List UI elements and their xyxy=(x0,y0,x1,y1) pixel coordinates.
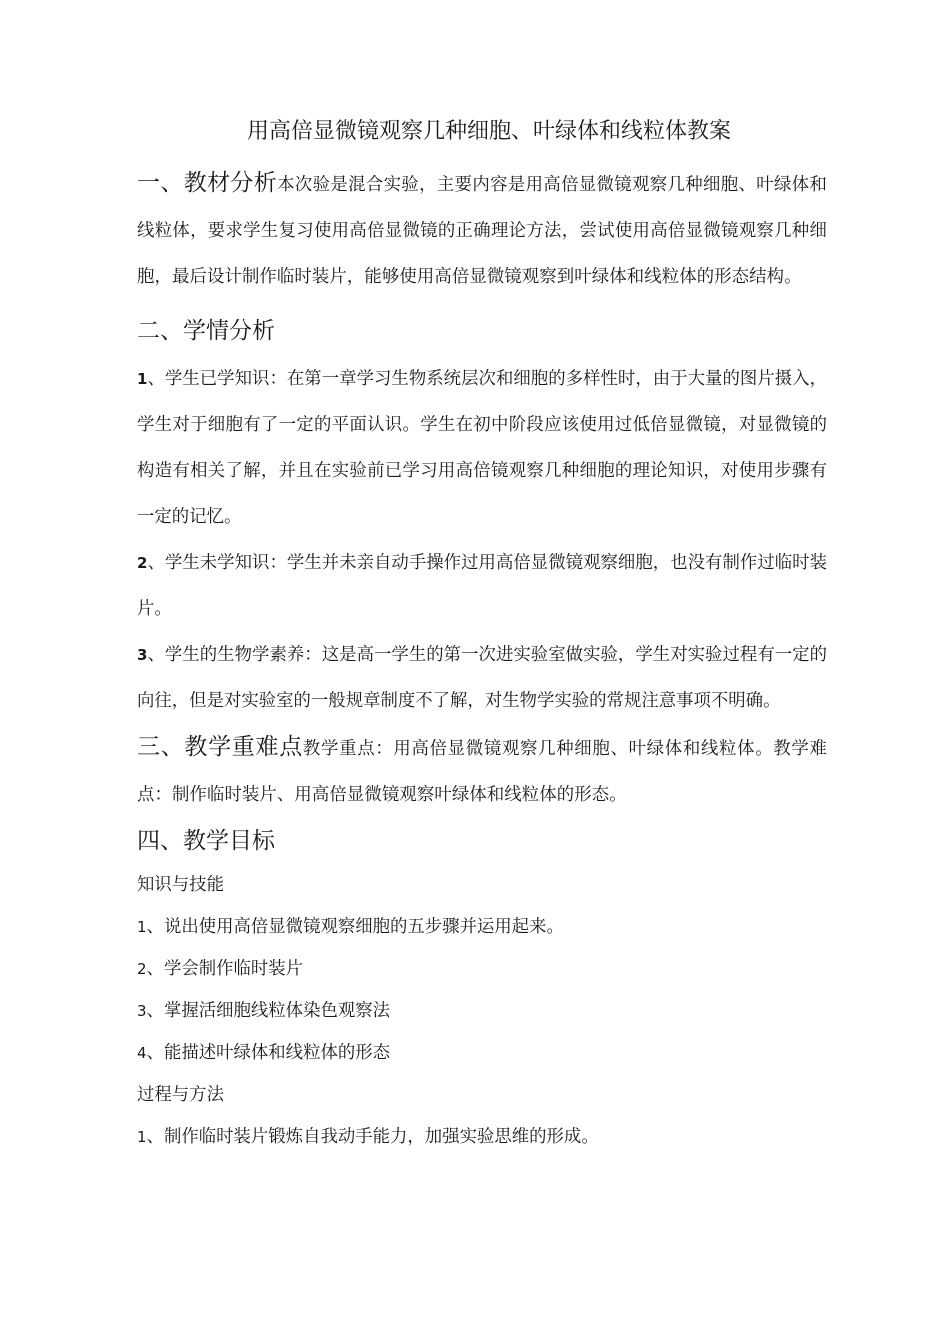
document-title: 用高倍显微镜观察几种细胞、叶绿体和线粒体教案 xyxy=(246,119,731,144)
item-number: 1 xyxy=(137,918,147,936)
section-text-3: 教学重点：用高倍显微镜观察几种细胞、叶绿体和线粒体。教学难点：制作临时装片、用高倍显微镜观察叶绿体和线粒体的形态。 xyxy=(137,739,828,805)
item-text: 、学生已学知识：在第一章学习生物系统层次和细胞的多样性时，由于大量的图片摄入，学生对于细胞有了一定的平面认识。学生在初中阶段应该使用过低倍显微镜，对显微镜的构造有相关了解，并且在实验前已学习用高倍镜观察几种细胞的理论知识，对使用步骤有一定的记忆。 xyxy=(137,369,827,527)
section-heading-1: 一、教材分析 xyxy=(137,170,278,196)
section-text-1: 本次验是混合实验，主要内容是用高倍显微镜观察几种细胞、叶绿体和线粒体，要求学生复习使用高倍显微镜的正确理论方法，尝试使用高倍显微镜观察几种细胞，最后设计制作临时装片，能够使用高倍显微镜观察到叶绿体和线粒体的形态结构。 xyxy=(137,175,827,287)
item-text: 、学生未学知识：学生并未亲自动手操作过用高倍显微镜观察细胞，也没有制作过临时装片。 xyxy=(137,553,827,619)
section-key-points xyxy=(137,724,827,818)
list-item xyxy=(137,356,827,540)
list-item xyxy=(137,906,827,948)
item-text: 、说出使用高倍显微镜观察细胞的五步骤并运用起来。 xyxy=(146,917,564,937)
item-text: 、掌握活细胞线粒体染色观察法 xyxy=(146,1001,391,1021)
subheading-knowledge-skills: 知识与技能 xyxy=(137,875,224,895)
list-item xyxy=(137,1116,827,1158)
list-item xyxy=(137,1032,827,1074)
document-page xyxy=(137,112,827,1158)
item-number: 3 xyxy=(137,646,148,664)
item-number: 4 xyxy=(137,1044,147,1062)
item-text: 、能描述叶绿体和线粒体的形态 xyxy=(146,1043,391,1063)
section-heading-3: 三、教学重难点 xyxy=(137,734,303,760)
section-heading-2: 二、学情分析 xyxy=(137,318,275,344)
item-text: 、制作临时装片锻炼自我动手能力，加强实验思维的形成。 xyxy=(146,1127,599,1147)
list-item xyxy=(137,990,827,1032)
section-textbook-analysis xyxy=(137,160,827,300)
section-heading-4: 四、教学目标 xyxy=(137,828,275,854)
item-number: 2 xyxy=(137,554,148,572)
item-text: 、学生的生物学素养：这是高一学生的第一次进实验室做实验，学生对实验过程有一定的向往，但是对实验室的一般规章制度不了解，对生物学实验的常规注意事项不明确。 xyxy=(137,645,827,711)
list-item xyxy=(137,948,827,990)
item-number: 3 xyxy=(137,1002,147,1020)
item-number: 1 xyxy=(137,370,148,388)
item-text: 、学会制作临时装片 xyxy=(146,959,304,979)
subheading-process-methods: 过程与方法 xyxy=(137,1085,224,1105)
list-item xyxy=(137,632,827,724)
item-number: 2 xyxy=(137,960,147,978)
list-item xyxy=(137,540,827,632)
item-number: 1 xyxy=(137,1128,147,1146)
